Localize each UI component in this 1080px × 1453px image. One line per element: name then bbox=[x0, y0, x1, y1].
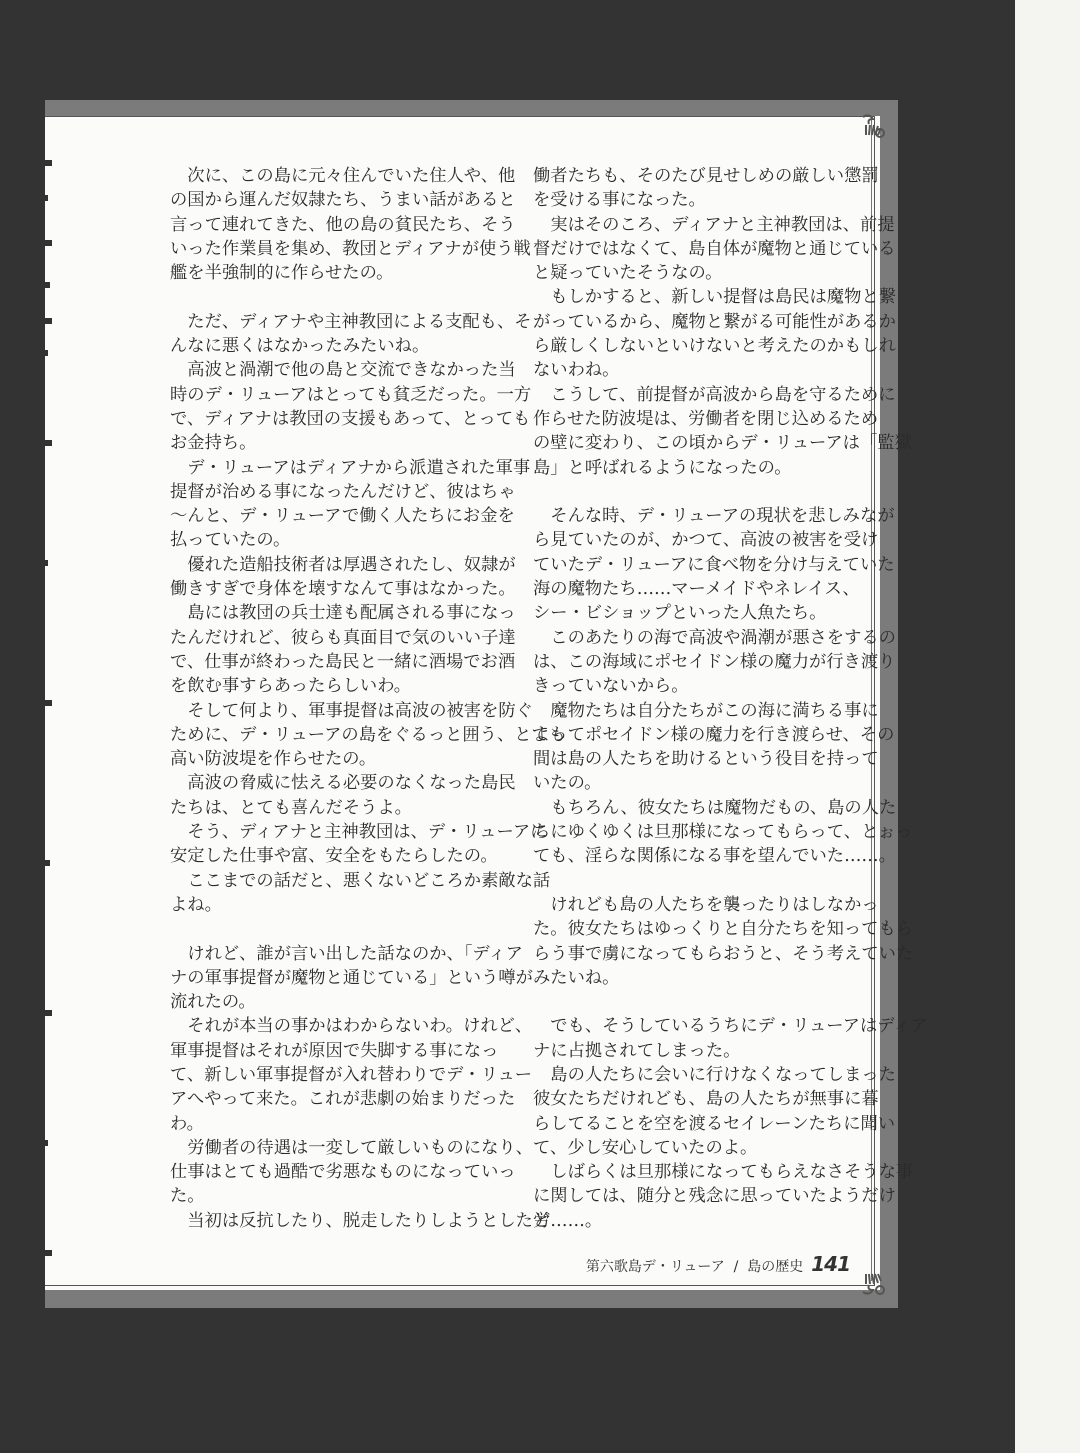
blank-line bbox=[170, 285, 510, 309]
text-line: 優れた造船技術者は厚遇されたし、奴隷が bbox=[170, 554, 516, 575]
text-line: シー・ビショップといった人魚たち。 bbox=[533, 603, 827, 624]
text-line: ために、デ・リューアの島をぐるっと囲う、とても bbox=[170, 724, 567, 745]
text-line: 間は島の人たちを助けるという役目を持って bbox=[533, 749, 879, 770]
text-line: の国から運んだ奴隷たち、うまい話があると bbox=[170, 190, 516, 211]
text-line: た。 bbox=[170, 1186, 205, 1207]
text-line: で、ディアナは教団の支援もあって、とっても bbox=[170, 408, 531, 429]
text-line: たちは、とても喜んだそうよ。 bbox=[170, 797, 412, 818]
text-line: ないわね。 bbox=[533, 360, 620, 381]
text-line: けれども島の人たちを襲ったりはしなかっ bbox=[533, 894, 879, 915]
text-line: もちろん、彼女たちは魔物だもの、島の人た bbox=[533, 797, 897, 818]
text-line: らう事で虜になってもらおうと、そう考えていた bbox=[533, 943, 914, 964]
text-line: 安定した仕事や富、安全をもたらしたの。 bbox=[170, 846, 498, 867]
torn-edge bbox=[38, 440, 52, 446]
text-line: 島」と呼ばれるようになったの。 bbox=[533, 457, 792, 478]
text-line: けれど、誰が言い出した話なのか、「ディア bbox=[170, 943, 523, 964]
footer-chapter: 第六歌島デ・リューア bbox=[585, 1259, 725, 1275]
torn-edge bbox=[38, 860, 50, 866]
footer-section: 島の歴史 bbox=[747, 1259, 804, 1275]
text-line: 督だけではなくて、島自体が魔物と通じている bbox=[533, 238, 896, 259]
text-line: て、少し安心していたのよ。 bbox=[533, 1137, 758, 1158]
torn-edge bbox=[38, 700, 52, 706]
text-line: 時のデ・リューアはとっても貧乏だった。一方 bbox=[170, 384, 532, 405]
text-line: 払っていたの。 bbox=[170, 530, 291, 551]
text-line: それが本当の事かはわからないわ。けれど、 bbox=[170, 1016, 533, 1037]
text-line: そう、ディアナと主神教団は、デ・リューアに bbox=[170, 822, 548, 843]
text-line: らしてることを空を渡るセイレーンたちに聞い bbox=[533, 1113, 896, 1134]
text-line: 軍事提督はそれが原因で失脚する事になっ bbox=[170, 1040, 499, 1061]
footer-separator: / bbox=[733, 1259, 739, 1275]
text-line: ここまでの話だと、悪くないどころか素敵な話 bbox=[170, 870, 551, 891]
text-line: 次に、この島に元々住んでいた住人や、他 bbox=[170, 166, 516, 186]
text-line: きっていないから。 bbox=[533, 676, 689, 697]
text-line: がっているから、魔物と繋がる可能性があるか bbox=[533, 311, 896, 332]
torn-edge bbox=[38, 1250, 52, 1256]
text-line: 実はそのころ、ディアナと主神教団は、前提 bbox=[533, 214, 895, 235]
text-line: 仕事はとても過酷で劣悪なものになっていっ bbox=[170, 1162, 516, 1183]
text-line: でも、そうしているうちにデ・リューアはディア bbox=[533, 1016, 928, 1037]
text-line: ら見ていたのが、かつて、高波の被害を受け bbox=[533, 530, 879, 551]
torn-edge bbox=[38, 1010, 52, 1016]
text-line: を飲む事すらあったらしいわ。 bbox=[170, 676, 412, 697]
torn-edge bbox=[38, 560, 48, 566]
text-line: ら厳しくしないといけないと考えたのかもしれ bbox=[533, 336, 896, 357]
text-line: もしかすると、新しい提督は島民は魔物と繋 bbox=[533, 287, 896, 308]
torn-edge bbox=[38, 282, 50, 288]
text-line: の壁に変わり、この頃からデ・リューアは「監獄 bbox=[533, 433, 912, 454]
text-line: で、仕事が終わった島民と一緒に酒場でお酒 bbox=[170, 651, 516, 672]
text-line: て、新しい軍事提督が入れ替わりでデ・リュー bbox=[170, 1064, 533, 1085]
text-line: ど……。 bbox=[533, 1210, 603, 1231]
text-line: デ・リューアはディアナから派遣された軍事 bbox=[170, 457, 531, 478]
text-line: しばらくは旦那様になってもらえなさそうな事 bbox=[533, 1162, 914, 1183]
torn-edge bbox=[38, 240, 52, 246]
text-line: このあたりの海で高波や渦潮が悪さをするの bbox=[533, 627, 896, 648]
text-line: 魔物たちは自分たちがこの海に満ちる事に bbox=[533, 700, 879, 721]
right-text-column bbox=[533, 164, 928, 1233]
text-line: 作らせた防波堤は、労働者を閉じ込めるため bbox=[533, 408, 879, 429]
scanner-margin bbox=[1015, 0, 1080, 1453]
text-line: 労働者の待遇は一変して厳しいものになり、 bbox=[170, 1137, 533, 1158]
text-line: ナの軍事提督が魔物と通じている」という噂が bbox=[170, 967, 533, 988]
text-line: たんだけれど、彼らも真面目で気のいい子達 bbox=[170, 627, 516, 648]
text-line: お金持ち。 bbox=[170, 433, 257, 454]
blank-line bbox=[533, 990, 873, 1014]
text-line: こうして、前提督が高波から島を守るために bbox=[533, 384, 896, 405]
text-line: と疑っていたそうなの。 bbox=[533, 263, 723, 284]
left-text-column bbox=[170, 164, 567, 1233]
text-line: よね。 bbox=[170, 894, 222, 915]
text-line: ナに占拠されてしまった。 bbox=[533, 1040, 741, 1061]
text-line: 言って連れてきた、他の島の貧民たち、そう bbox=[170, 214, 516, 235]
torn-edge bbox=[38, 195, 48, 201]
text-line: ても、淫らな関係になる事を望んでいた……。 bbox=[533, 846, 896, 867]
text-line: わ。 bbox=[170, 1113, 204, 1134]
torn-edge bbox=[38, 350, 48, 356]
blank-line bbox=[533, 480, 873, 504]
text-line: 島には教団の兵士達も配属される事になっ bbox=[170, 603, 516, 624]
text-line: そんな時、デ・リューアの現状を悲しみなが bbox=[533, 506, 895, 527]
running-footer bbox=[586, 1252, 850, 1276]
torn-edge bbox=[38, 1140, 48, 1146]
text-line: は、この海域にポセイドン様の魔力が行き渡り bbox=[533, 651, 896, 672]
text-line: アへやって来た。これが悲劇の始まりだった bbox=[170, 1089, 516, 1110]
text-line: 当初は反抗したり、脱走したりしようとした労 bbox=[170, 1210, 551, 1231]
text-line: ていたデ・リューアに食べ物を分け与えていた bbox=[533, 554, 895, 575]
text-line: 島の人たちに会いに行けなくなってしまった bbox=[533, 1064, 896, 1085]
text-line: に関しては、随分と残念に思っていたようだけ bbox=[533, 1186, 896, 1207]
corner-ornament-icon bbox=[860, 113, 886, 139]
text-line: 高波の脅威に怯える必要のなくなった島民 bbox=[170, 773, 516, 794]
text-line: 提督が治める事になったんだけど、彼はちゃ bbox=[170, 481, 516, 502]
text-line: 高い防波堤を作らせたの。 bbox=[170, 749, 377, 770]
text-line: 高波と渦潮で他の島と交流できなかった当 bbox=[170, 360, 516, 381]
blank-line bbox=[170, 917, 510, 941]
text-line: みたいね。 bbox=[533, 967, 620, 988]
text-line: 働者たちも、そのたび見せしめの厳しい懲罰 bbox=[533, 166, 879, 186]
text-line: んなに悪くはなかったみたいね。 bbox=[170, 336, 430, 357]
text-line: いたの。 bbox=[533, 773, 602, 794]
text-line: た。彼女たちはゆっくりと自分たちを知ってもら bbox=[533, 919, 914, 940]
text-line: 彼女たちだけれども、島の人たちが無事に暮 bbox=[533, 1089, 879, 1110]
blank-line bbox=[533, 869, 873, 893]
text-line: 〜んと、デ・リューアで働く人たちにお金を bbox=[170, 506, 515, 527]
text-line: 流れたの。 bbox=[170, 992, 256, 1013]
text-line: を受ける事になった。 bbox=[533, 190, 706, 211]
text-line: そして何より、軍事提督は高波の被害を防ぐ bbox=[170, 700, 533, 721]
torn-edge bbox=[38, 160, 52, 166]
text-line: ちにゆくゆくは旦那様になってもらって、とぉっ bbox=[533, 822, 913, 843]
page-number: 141 bbox=[811, 1252, 850, 1276]
text-line: 海の魔物たち……マーメイドやネレイス、 bbox=[533, 579, 860, 600]
text-line: 艦を半強制的に作らせたの。 bbox=[170, 263, 394, 284]
text-line: ただ、ディアナや主神教団による支配も、そ bbox=[170, 311, 532, 332]
text-line: 働きすぎで身体を壊すなんて事はなかった。 bbox=[170, 579, 516, 600]
text-line: よってポセイドン様の魔力を行き渡らせ、その bbox=[533, 724, 895, 745]
torn-edge bbox=[38, 318, 52, 324]
corner-ornament-icon bbox=[860, 1270, 886, 1296]
text-line: いった作業員を集め、教団とディアナが使う戦 bbox=[170, 238, 531, 259]
